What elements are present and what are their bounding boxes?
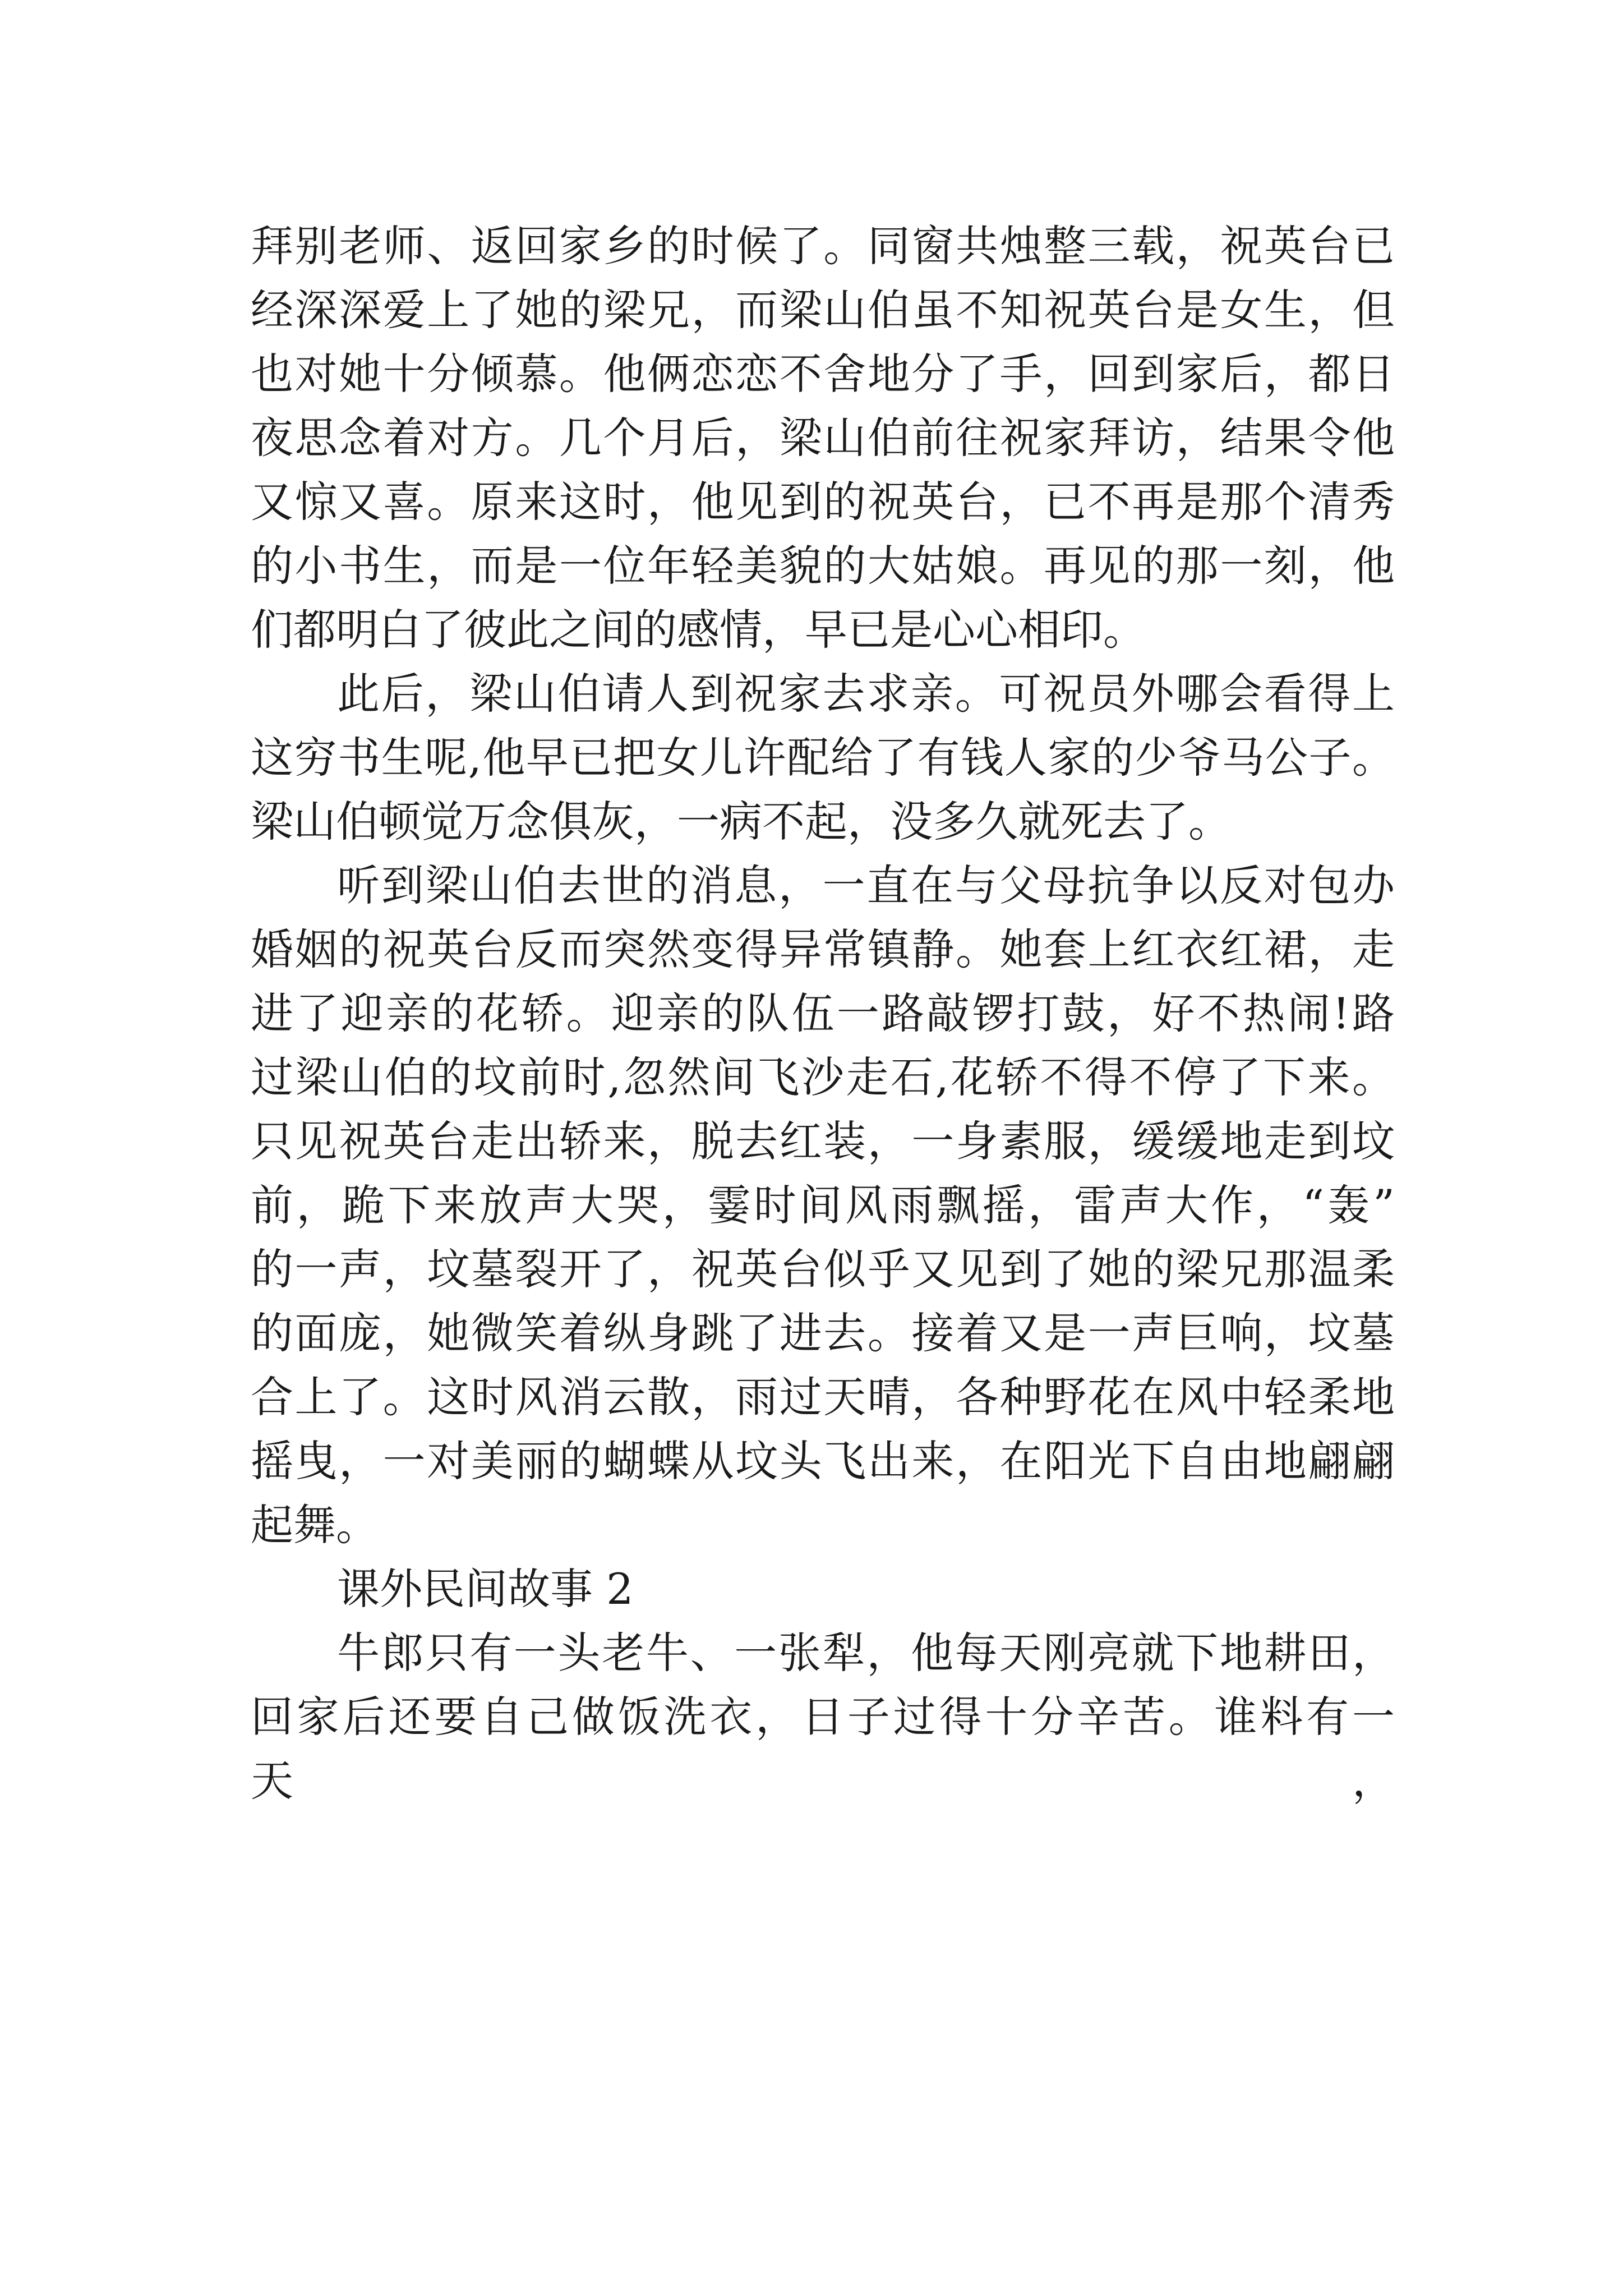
text-line: 回家后还要自己做饭洗衣，日子过得十分辛苦。谁料有一天， [251,1692,1395,1806]
story-text [251,214,1395,1806]
text-line: 的小书生，而是一位年轻美貌的大姑娘。再见的那一刻，他 [251,541,1395,591]
text-line: 也对她十分倾慕。他俩恋恋不舍地分了手，回到家后，都日 [251,349,1395,399]
text-line: 婚姻的祝英台反而突然变得异常镇静。她套上红衣红裙，走 [251,924,1395,974]
paragraph-first-line: 牛郎只有一头老牛、一张犁，他每天刚亮就下地耕田， [337,1628,1395,1678]
text-line: 前，跪下来放声大哭，霎时间风雨飘摇，雷声大作，“轰” [251,1180,1395,1230]
paragraph-first-line: 此后，梁山伯请人到祝家去求亲。可祝员外哪会看得上 [337,669,1395,719]
text-line: 只见祝英台走出轿来，脱去红装，一身素服，缓缓地走到坟 [251,1116,1395,1166]
text-line: 们都明白了彼此之间的感情，早已是心心相印。 [251,605,1146,655]
text-line: 摇曳，一对美丽的蝴蝶从坟头飞出来，在阳光下自由地翩翩 [251,1436,1395,1486]
section-heading: 课外民间故事 2 [337,1564,634,1614]
text-line: 进了迎亲的花轿。迎亲的队伍一路敲锣打鼓，好不热闹!路 [251,988,1395,1038]
text-line: 夜思念着对方。几个月后，梁山伯前往祝家拜访，结果令他 [251,413,1395,463]
text-line: 合上了。这时风消云散，雨过天晴，各种野花在风中轻柔地 [251,1372,1395,1422]
text-line: 起舞。 [251,1500,379,1550]
text-line: 经深深爱上了她的梁兄，而梁山伯虽不知祝英台是女生，但 [251,285,1395,335]
text-line: 梁山伯顿觉万念俱灰，一病不起，没多久就死去了。 [251,797,1231,846]
text-line: 这穷书生呢,他早已把女儿许配给了有钱人家的少爷马公子。 [251,733,1395,783]
text-line: 拜别老师、返回家乡的时候了。同窗共烛整三载，祝英台已 [251,221,1395,271]
paragraph-first-line: 听到梁山伯去世的消息，一直在与父母抗争以反对包办 [337,861,1395,910]
text-line: 的一声，坟墓裂开了，祝英台似乎又见到了她的梁兄那温柔 [251,1244,1395,1294]
text-line: 过梁山伯的坟前时,忽然间飞沙走石,花轿不得不停了下来。 [251,1052,1395,1102]
text-line: 的面庞，她微笑着纵身跳了进去。接着又是一声巨响，坟墓 [251,1308,1395,1358]
text-line: 又惊又喜。原来这时，他见到的祝英台，已不再是那个清秀 [251,477,1395,527]
